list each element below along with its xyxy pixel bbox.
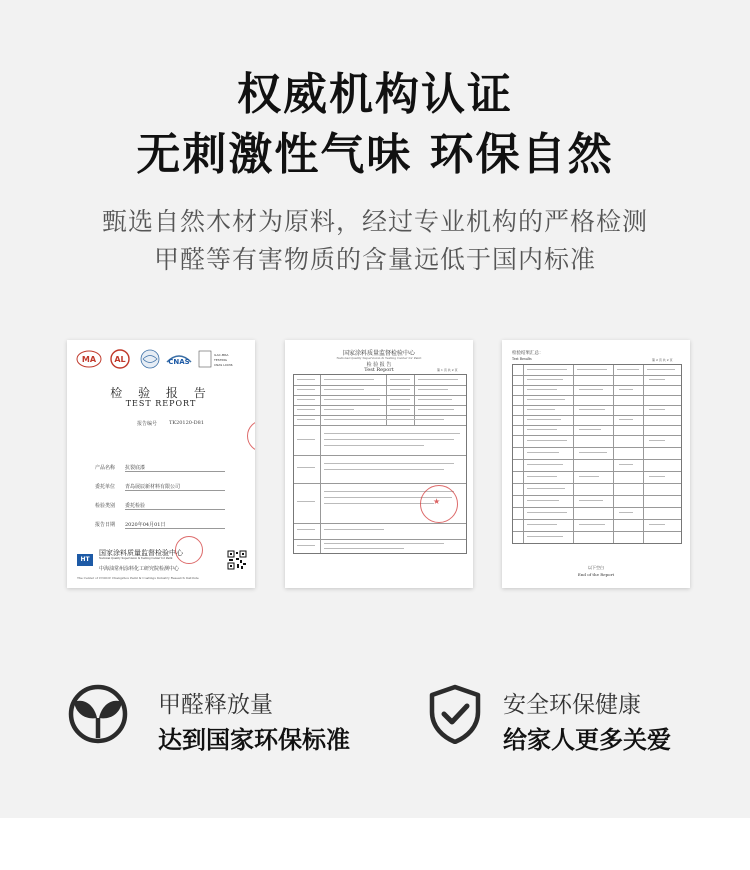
text-line <box>418 379 458 380</box>
cnas-logo <box>167 356 191 366</box>
table-row-line <box>513 425 681 426</box>
text-line <box>619 419 633 420</box>
svg-text:ILAC-MRA: ILAC-MRA <box>214 353 229 357</box>
divider <box>125 471 225 472</box>
text-line <box>527 500 559 501</box>
test-results-page <box>502 340 690 588</box>
report-org-name: 国家涂料质量监督检验中心 <box>342 350 415 357</box>
results-table <box>512 364 682 544</box>
text-line <box>297 467 315 468</box>
text-line <box>297 379 315 380</box>
shield-check-icon <box>425 684 485 744</box>
text-line <box>619 464 633 465</box>
table-row-line <box>294 523 466 524</box>
table-column-line <box>573 365 574 543</box>
description-line-1: 甄选自然木材为原料，经过专业机构的严格检测 <box>101 207 648 236</box>
cover-row-value: 青岛展辰新材料有限公司 <box>125 484 181 490</box>
cover-row <box>95 464 145 471</box>
divider <box>125 528 225 529</box>
table-row-line <box>513 375 681 376</box>
text-line <box>324 409 354 410</box>
text-line <box>297 439 315 440</box>
feature-1-line-1: 甲醛释放量 <box>158 692 273 718</box>
report-number: TK20120-D81 <box>169 420 205 426</box>
table-row-line <box>513 459 681 460</box>
text-line <box>579 476 599 477</box>
table-column-line <box>414 375 415 425</box>
text-line <box>527 419 561 420</box>
text-line <box>324 389 364 390</box>
text-line <box>297 389 315 390</box>
svg-text:CNAS L0036: CNAS L0036 <box>214 363 233 367</box>
svg-text:TESTING: TESTING <box>214 358 227 362</box>
text-line <box>527 429 557 430</box>
text-line <box>324 463 454 464</box>
cover-row <box>95 483 180 490</box>
text-line <box>649 476 665 477</box>
text-line <box>527 440 567 441</box>
end-of-report: End of the Report <box>577 572 615 577</box>
text-line <box>527 476 557 477</box>
table-row-line <box>513 395 681 396</box>
seal-stamp <box>247 420 255 452</box>
report-org-name-en: National Quality Supervision & Testing Center for Paint <box>336 356 422 360</box>
table-row-line <box>294 395 466 396</box>
sprout-icon <box>68 684 128 744</box>
table-row-line <box>294 483 466 484</box>
text-line <box>297 419 315 420</box>
qr-code-icon <box>227 550 247 570</box>
report-title-en: TEST REPORT <box>125 399 197 408</box>
svg-text:CNAS: CNAS <box>168 358 190 366</box>
text-line <box>390 399 410 400</box>
research-institute-name: 中海油常州涂料化工研究院检测中心 <box>99 566 180 572</box>
text-line <box>297 501 315 502</box>
svg-text:MA: MA <box>81 355 97 364</box>
text-line <box>324 433 460 434</box>
text-line <box>649 524 665 525</box>
text-line <box>418 389 448 390</box>
text-line <box>527 369 567 370</box>
testing-center-name: 国家涂料质量监督检验中心 <box>99 549 183 557</box>
seal-stamp <box>175 536 203 564</box>
headline-line-2: 无刺激性气味 环保自然 <box>136 129 614 180</box>
table-row-line <box>513 483 681 484</box>
table-row-line <box>513 495 681 496</box>
certificate-cover-page <box>67 340 255 588</box>
report-title-en: Test Report <box>364 367 394 373</box>
report-title-cn: 检 验 报 告 <box>110 386 212 400</box>
text-line <box>527 452 559 453</box>
cover-row-label: 产品名称 <box>95 465 116 471</box>
divider <box>125 490 225 491</box>
research-institute-name-en: The Center of CNOOC Changzhou Paint & Coatings Industry Research Institute <box>77 576 199 580</box>
table-row-line <box>513 531 681 532</box>
text-line <box>577 369 607 370</box>
text-line <box>390 379 410 380</box>
table-row-line <box>513 507 681 508</box>
table-column-line <box>320 375 321 553</box>
text-line <box>324 399 380 400</box>
text-line <box>649 409 665 410</box>
text-line <box>619 512 633 513</box>
text-line <box>324 379 374 380</box>
page-indicator: 第 2 页 共 2 页 <box>652 358 673 362</box>
table-row-line <box>513 435 681 436</box>
text-line <box>527 464 563 465</box>
text-line <box>324 445 424 446</box>
text-line <box>527 488 565 489</box>
table-row-line <box>294 385 466 386</box>
text-line <box>619 389 633 390</box>
cover-row-label: 委托单位 <box>95 484 116 490</box>
text-line <box>649 440 665 441</box>
text-line <box>418 409 454 410</box>
text-line <box>324 419 444 420</box>
results-heading: 检验结果汇总： <box>512 351 544 356</box>
table-row-line <box>513 519 681 520</box>
text-line <box>527 524 557 525</box>
page-indicator: 第 1 页 共 2 页 <box>437 368 458 372</box>
testing-logo <box>199 351 233 367</box>
text-line <box>297 545 315 546</box>
table-column-line <box>523 365 524 543</box>
report-number-label: 报告编号 <box>137 421 158 427</box>
text-line <box>297 399 315 400</box>
ilac-logo <box>141 350 159 368</box>
seal-star-icon: ★ <box>433 497 441 506</box>
feature-2-line-1: 安全环保健康 <box>503 692 641 718</box>
divider <box>125 509 225 510</box>
text-line <box>649 379 665 380</box>
text-line <box>297 409 315 410</box>
text-line <box>324 469 444 470</box>
text-line <box>527 379 563 380</box>
table-row-line <box>513 471 681 472</box>
description-line-2: 甲醛等有害物质的含量远低于国内标准 <box>153 245 596 274</box>
table-row-line <box>513 405 681 406</box>
table-row-line <box>294 405 466 406</box>
text-line <box>324 439 454 440</box>
text-line <box>647 369 675 370</box>
cover-row <box>95 521 165 528</box>
table-row-line <box>513 447 681 448</box>
text-line <box>418 399 452 400</box>
text-line <box>617 369 639 370</box>
table-row-line <box>513 385 681 386</box>
cover-row-value: 2020年04月01日 <box>125 522 166 528</box>
text-line <box>527 399 565 400</box>
text-line <box>527 409 555 410</box>
text-line <box>579 409 605 410</box>
report-title-cn: 检 验 报 告 <box>366 362 392 368</box>
text-line <box>324 548 404 549</box>
table-column-line <box>613 365 614 543</box>
text-line <box>579 389 603 390</box>
results-heading-en: Test Results <box>512 357 532 361</box>
cover-row-label: 检验类别 <box>95 503 116 509</box>
text-line <box>579 429 601 430</box>
cover-row-value: 抗裂底漆 <box>125 465 146 471</box>
testing-center-name-en: National Quality Supervision & Testing Center for Paint <box>99 557 173 560</box>
feature-1-line-2: 达到国家环保标准 <box>158 726 350 754</box>
text-line <box>579 524 605 525</box>
inspection-report-page <box>285 340 473 588</box>
text-line <box>324 529 384 530</box>
text-line <box>390 389 410 390</box>
table-row-line <box>294 415 466 416</box>
svg-text:AL: AL <box>114 355 126 364</box>
table-row-line <box>513 415 681 416</box>
table-column-line <box>386 375 387 425</box>
text-line <box>324 503 434 504</box>
text-line <box>579 452 607 453</box>
table-row-line <box>294 539 466 540</box>
text-line <box>527 389 557 390</box>
text-line <box>297 529 315 530</box>
accreditation-logos <box>75 348 247 370</box>
cover-row-label: 报告日期 <box>95 522 116 528</box>
cover-row <box>95 502 145 509</box>
text-line <box>527 536 563 537</box>
cover-row-value: 委托检验 <box>125 503 146 509</box>
table-row-line <box>294 425 466 426</box>
text-line <box>390 409 410 410</box>
table-row-line <box>294 455 466 456</box>
feature-2-line-2: 给家人更多关爱 <box>503 726 671 754</box>
ht-logo: HT <box>77 554 93 566</box>
headline-line-1: 权威机构认证 <box>237 69 513 120</box>
table-column-line <box>643 365 644 543</box>
cal-logo <box>111 350 129 368</box>
report-table <box>293 374 467 554</box>
end-of-report-cn: 以下空白 <box>588 565 604 570</box>
text-line <box>324 543 444 544</box>
text-line <box>527 512 567 513</box>
text-line <box>579 500 603 501</box>
